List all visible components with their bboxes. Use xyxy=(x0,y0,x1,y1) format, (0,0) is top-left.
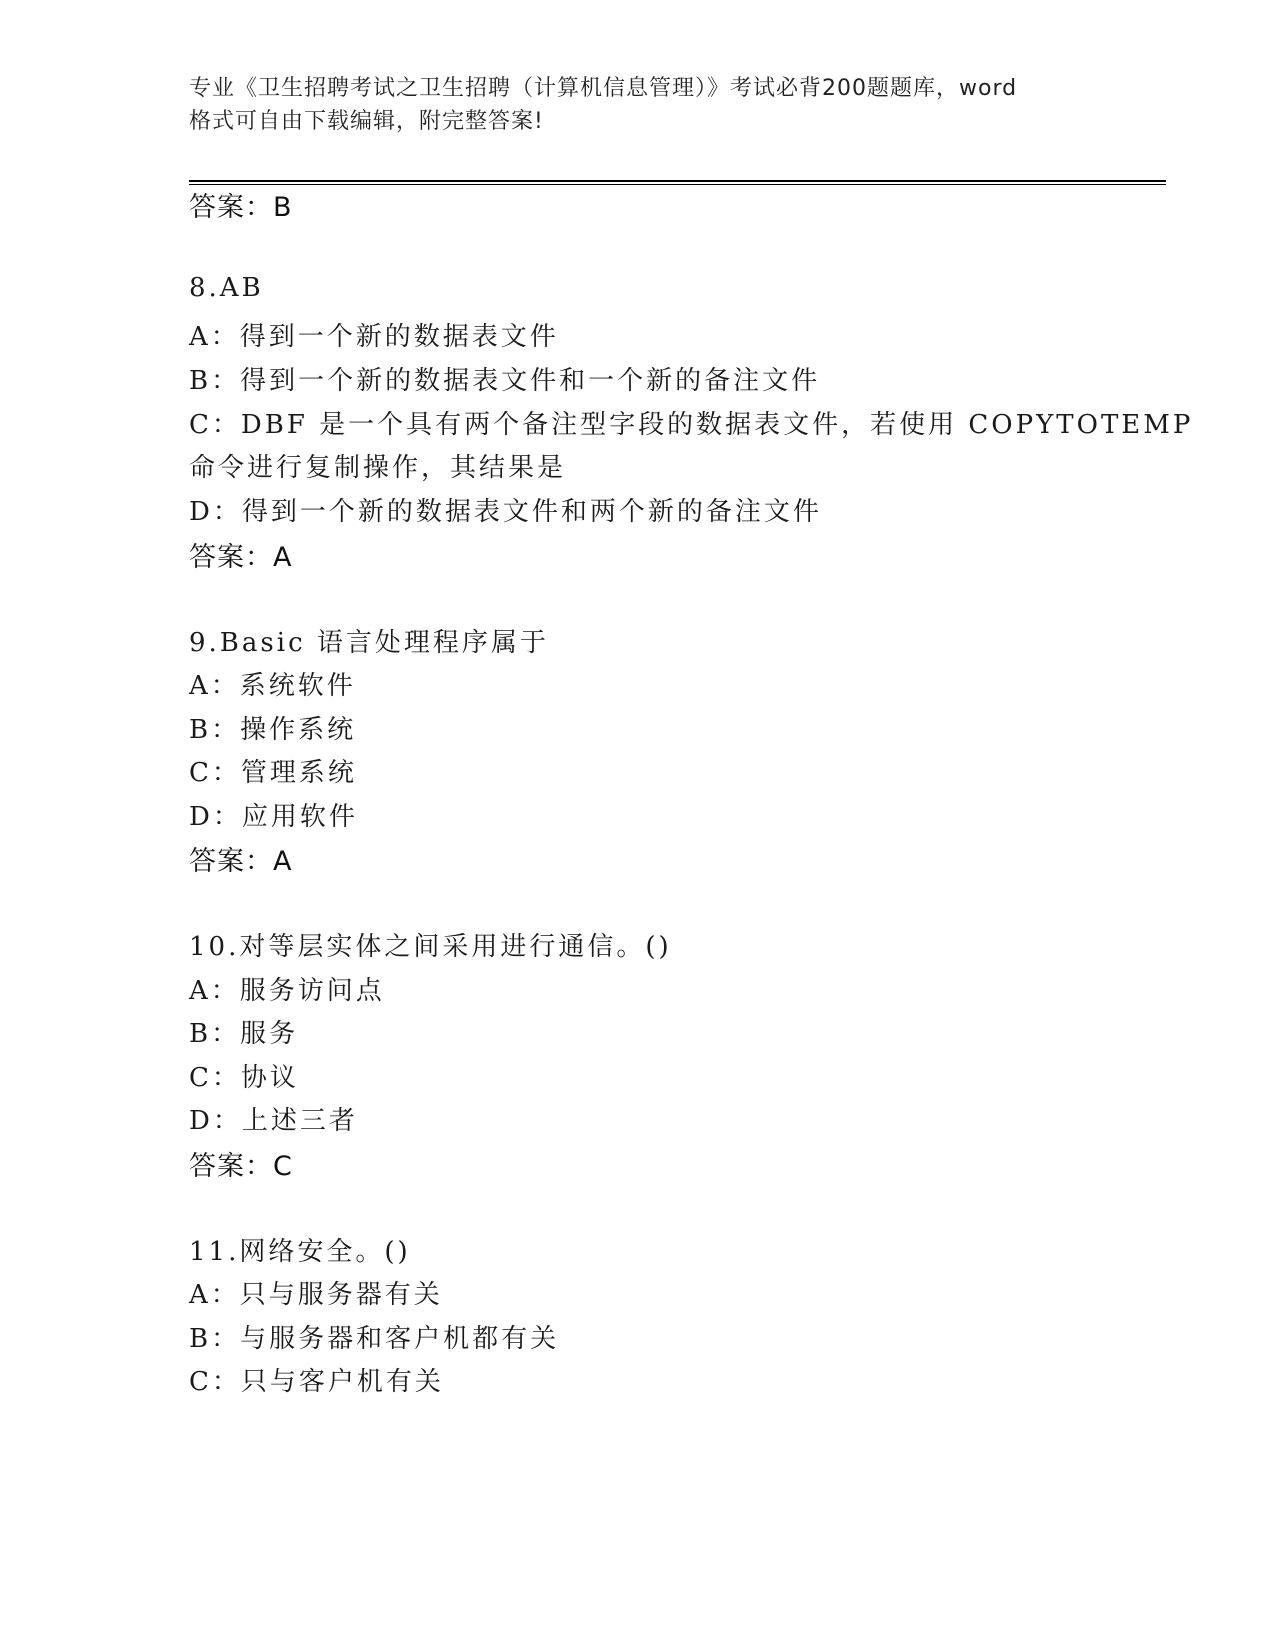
option-d: D：应用软件 xyxy=(189,802,358,832)
option-c: C：管理系统 xyxy=(189,758,357,788)
answer-text: 答案：A xyxy=(189,846,293,877)
option-c: C：DBF 是一个具有两个备注型字段的数据表文件，若使用 COPYTOTEMP xyxy=(189,410,1194,440)
answer-text: 答案：B xyxy=(189,192,293,223)
question-stem: 9.Basic 语言处理程序属于 xyxy=(189,628,549,658)
option-b: B：服务 xyxy=(189,1019,299,1049)
answer-text: 答案：C xyxy=(189,1151,293,1182)
option-c: C：只与客户机有关 xyxy=(189,1367,444,1397)
header-divider-thin xyxy=(189,184,1166,185)
header-line-2: 格式可自由下载编辑，附完整答案! xyxy=(189,109,544,134)
option-d: D：得到一个新的数据表文件和两个新的备注文件 xyxy=(189,497,822,527)
option-b: B：得到一个新的数据表文件和一个新的备注文件 xyxy=(189,366,821,396)
question-stem: 11.网络安全。() xyxy=(189,1237,411,1267)
option-d: D：上述三者 xyxy=(189,1106,358,1136)
question-stem: 8.AB xyxy=(189,273,264,303)
option-a: A：服务访问点 xyxy=(189,976,385,1006)
option-a: A：系统软件 xyxy=(189,671,356,701)
option-c-continued: 命令进行复制操作，其结果是 xyxy=(189,453,567,483)
option-b: B：操作系统 xyxy=(189,715,357,745)
document-header xyxy=(189,72,1089,138)
option-b: B：与服务器和客户机都有关 xyxy=(189,1324,560,1354)
header-divider-thick xyxy=(189,180,1166,182)
answer-text: 答案：A xyxy=(189,542,293,573)
option-c: C：协议 xyxy=(189,1063,299,1093)
option-a: A：得到一个新的数据表文件 xyxy=(189,322,559,352)
option-a: A：只与服务器有关 xyxy=(189,1280,443,1310)
question-stem: 10.对等层实体之间采用进行通信。() xyxy=(189,932,672,962)
header-line-1: 专业《卫生招聘考试之卫生招聘（计算机信息管理）》考试必背200题题库，word xyxy=(189,76,1018,101)
